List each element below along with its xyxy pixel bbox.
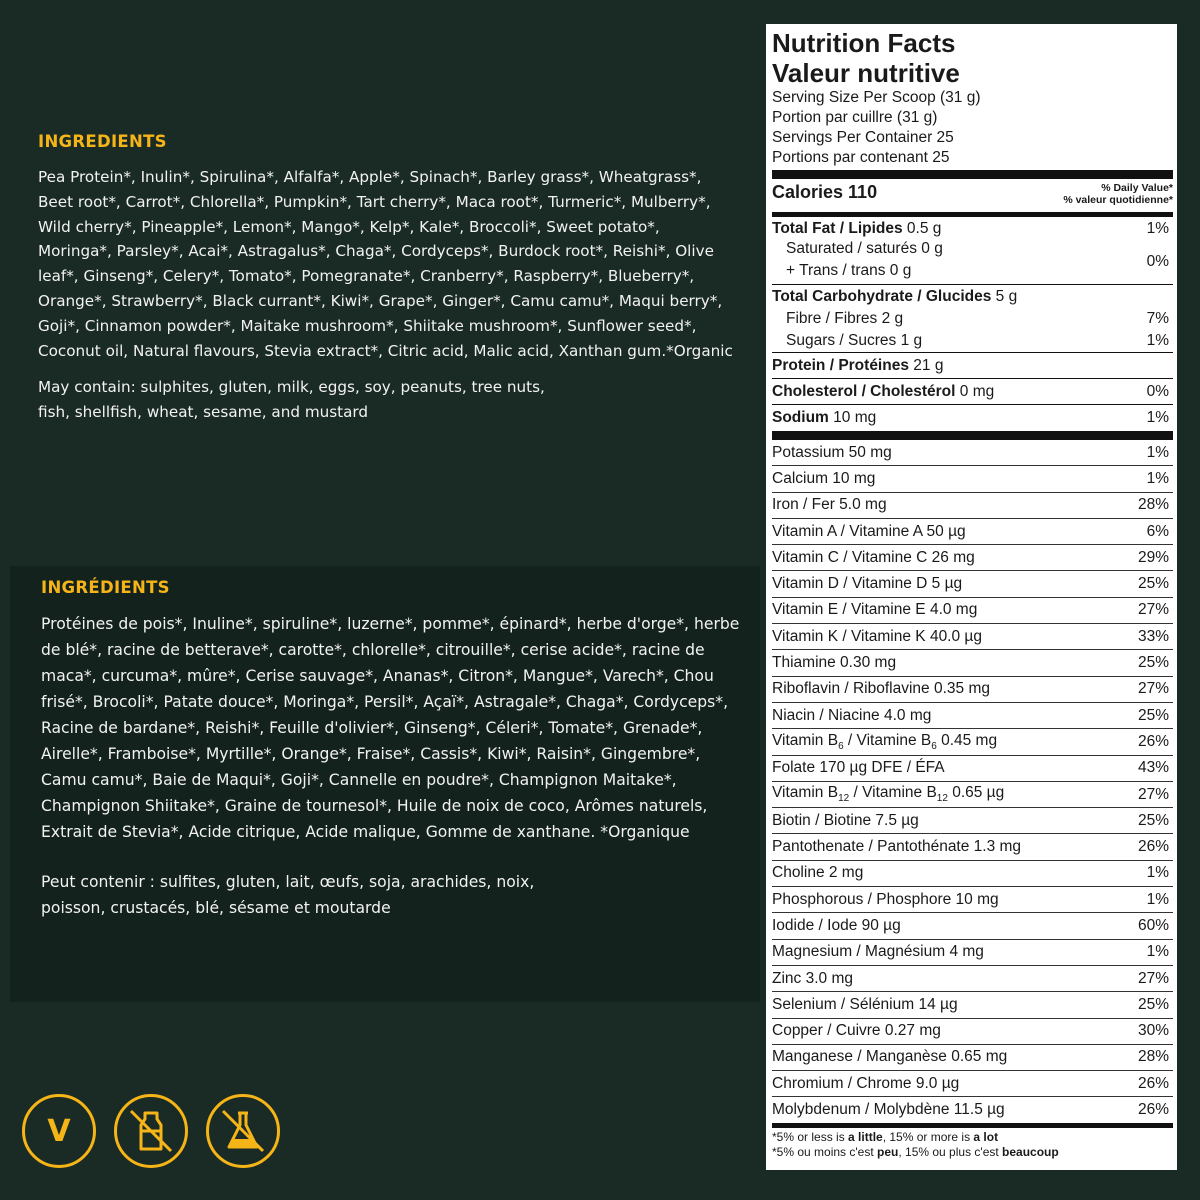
nutrient-pct: 1% — [1146, 443, 1169, 461]
protein-row — [772, 353, 1173, 378]
nutrient-pct: 1% — [1146, 864, 1169, 882]
nutrient-row — [772, 466, 1173, 492]
nutrient-label: Iodide / Iode 90 µg — [772, 916, 901, 934]
nutrient-label: Vitamin D / Vitamine D 5 µg — [772, 575, 963, 593]
ingredients-fr-text: Protéines de pois*, Inuline*, spiruline*, luzerne*, pomme*, épinard*, herbe d'orge*, herbe de blé*, racine de betterave*, carotte*, chlorelle*, citrouille*, cerise acide*, racine de maca*, curcuma*, mûre*, Cerise sauvage*, Ananas*, Citron*, Mangue*, Varech*, Chou frisé*, Brocoli*, Patate douce*, Moringa*, Persil*, Açaï*, Astragale*, Chaga*, Cordyceps*, Racine de bardane*, Reishi*, Feuille d'olivier*, Ginseng*, Céleri*, Tomate*, Grenade*, Airelle*, Framboise*, Myrtille*, Orange*, Fraise*, Cassis*, Kiwi*, Raisin*, Gingembre*, Camu camu*, Baie de Maqui*, Goji*, Cannelle en poudre*, Champignon Maitake*, Champignon Shiitake*, Graine de tournesol*, Huile de noix de coco, Arômes naturels, Extrait de Stevia*, Acide citrique, Acide malique, Gomme de xanthane. *Organique — [41, 615, 740, 841]
divider — [772, 431, 1173, 440]
saturated: Saturated / saturés 0 g — [786, 240, 943, 257]
nutrient-label: Selenium / Sélénium 14 µg — [772, 995, 958, 1013]
nutrient-row — [772, 913, 1173, 939]
divider — [772, 1123, 1173, 1128]
nutrient-pct: 1% — [1146, 890, 1169, 908]
sat-trans-group — [772, 240, 1173, 284]
nutrient-label: Vitamin $B_{12}$ / Vitamine $B_{12}$ 0.65 µg — [772, 784, 1005, 805]
daily-value-header — [1063, 182, 1173, 206]
cholesterol-row — [772, 379, 1173, 404]
nutrient-label: Riboflavin / Riboflavine 0.35 mg — [772, 680, 990, 698]
nutrition-facts-table — [766, 24, 1177, 1170]
nutrient-row — [772, 440, 1173, 466]
sugars-row — [772, 330, 1173, 352]
nutrient-pct: 29% — [1137, 548, 1169, 566]
serving-size-en: Serving Size Per Scoop (31 g) — [772, 89, 981, 106]
dv-en: % Daily Value* — [1101, 182, 1173, 194]
fibre-row — [772, 308, 1173, 330]
nutrient-label: Molybdenum / Molybdène 11.5 µg — [772, 1101, 1005, 1119]
carb-label: Total Carbohydrate / Glucides — [772, 287, 992, 305]
sodium-row — [772, 405, 1173, 430]
servings-fr: Portions par contenant 25 — [772, 149, 950, 166]
trans: + Trans / trans 0 g — [786, 262, 912, 279]
fibre: Fibre / Fibres 2 g — [786, 310, 904, 327]
footnote — [772, 1130, 1173, 1160]
nutrient-pct: 28% — [1137, 496, 1169, 514]
nutrient-label: Vitamin $B_6$ / Vitamine $B_6$ 0.45 mg — [772, 731, 998, 752]
nutrient-label: Copper / Cuivre 0.27 mg — [772, 1022, 941, 1040]
dv-fr: % valeur quotidienne* — [1063, 194, 1173, 206]
ingredients-en-text: Pea Protein*, Inulin*, Spirulina*, Alfalfa*, Apple*, Spinach*, Barley grass*, Wheatgrass*, Beet root*, Carrot*, Chlorella*, Pumpkin*, Tart cherry*, Maca root*, Turmeric*, Mulberry*, Wild cherry*, Pineapple*, Lemon*, Mango*, Kelp*, Kale*, Broccoli*, Sweet potato*, Moringa*, Parsley*, Acai*, Astragalus*, Chaga*, Cordyceps*, Burdock root*, Reishi*, Olive leaf*, Ginseng*, Celery*, Tomato*, Pomegranate*, Cranberry*, Raspberry*, Blueberry*, Orange*, Strawberry*, Black currant*, Kiwi*, Grape*, Ginger*, Camu camu*, Maqui berry*, Goji*, Cinnamon powder*, Maitake mushroom*, Shiitake mushroom*, Sunflower seed*, Coconut oil, Natural flavours, Stevia extract*, Citric acid, Malic acid, Xanthan gum.*Organic — [38, 168, 733, 360]
sat-pct: 0% — [1146, 253, 1169, 270]
nutrient-label: Calcium 10 mg — [772, 469, 876, 487]
nutrient-pct: 26% — [1137, 732, 1169, 750]
nutrient-pct: 26% — [1137, 838, 1169, 856]
nutrient-row — [772, 545, 1173, 571]
footnote-fr: *5% ou moins c'est peu, 15% ou plus c'est beaucoup — [772, 1144, 1059, 1159]
badge-icons — [22, 1094, 280, 1168]
protein-amount: 21 g — [913, 356, 944, 374]
nutrient-row — [772, 1097, 1173, 1122]
carb-amount: 5 g — [995, 287, 1018, 305]
no-dairy-icon — [114, 1094, 188, 1168]
ingredients-en-title: INGREDIENTS — [38, 132, 167, 151]
nutrient-label: Vitamin E / Vitamine E 4.0 mg — [772, 601, 978, 619]
nutrient-pct: 25% — [1137, 706, 1169, 724]
chol-amount: 0 mg — [959, 382, 995, 400]
nutrient-pct: 30% — [1137, 1022, 1169, 1040]
nutrient-row — [772, 861, 1173, 887]
ingredients-fr-title: INGRÉDIENTS — [41, 578, 170, 597]
sodium-pct: 1% — [1146, 408, 1169, 426]
servings-en: Servings Per Container 25 — [772, 129, 954, 146]
nutrient-label: Iron / Fer 5.0 mg — [772, 496, 887, 514]
footnote-en: *5% or less is a little, 15% or more is a lot — [772, 1129, 999, 1144]
nutrient-row — [772, 598, 1173, 624]
nutrient-row — [772, 519, 1173, 545]
nutrient-pct: 43% — [1137, 759, 1169, 777]
nf-title-fr: Valeur nutritive — [772, 58, 960, 88]
serving-size-fr: Portion par cuillre (31 g) — [772, 109, 938, 126]
nutrient-label: Vitamin A / Vitamine A 50 µg — [772, 522, 966, 540]
divider — [772, 170, 1173, 179]
sugars-pct: 1% — [1146, 332, 1169, 349]
nutrient-pct: 60% — [1137, 916, 1169, 934]
nutrient-row — [772, 940, 1173, 966]
nutrient-row — [772, 1045, 1173, 1071]
nutrient-row — [772, 1019, 1173, 1045]
nutrient-label: Choline 2 mg — [772, 864, 864, 882]
nutrient-label: Niacin / Niacine 4.0 mg — [772, 706, 932, 724]
sugars: Sugars / Sucres 1 g — [786, 332, 923, 349]
nutrient-row — [772, 834, 1173, 860]
nutrient-row — [772, 992, 1173, 1018]
nutrient-row — [772, 729, 1173, 755]
ingredients-en-section — [38, 132, 738, 425]
nutrient-row — [772, 650, 1173, 676]
nutrient-label: Manganese / Manganèse 0.65 mg — [772, 1048, 1008, 1066]
nutrient-row — [772, 782, 1173, 808]
nutrient-label: Zinc 3.0 mg — [772, 969, 853, 987]
nutrient-label: Vitamin K / Vitamine K 40.0 µg — [772, 627, 982, 645]
nutrient-row — [772, 493, 1173, 519]
chol-pct: 0% — [1146, 382, 1169, 400]
nutrient-label: Thiamine 0.30 mg — [772, 654, 897, 672]
nutrient-pct: 25% — [1137, 995, 1169, 1013]
nutrient-pct: 25% — [1137, 575, 1169, 593]
allergens-en-text: May contain: sulphites, gluten, milk, eggs, soy, peanuts, tree nuts, fish, shellfish, wheat, sesame, and mustard — [38, 378, 545, 422]
allergens-fr-text: Peut contenir : sulfites, gluten, lait, œufs, soja, arachides, noix, poisson, crustacés, blé, sésame et moutarde — [41, 873, 535, 917]
fat-amount: 0.5 g — [906, 219, 942, 237]
nutrient-label: Magnesium / Magnésium 4 mg — [772, 943, 984, 961]
nf-title-en: Nutrition Facts — [772, 28, 956, 58]
nutrient-pct: 25% — [1137, 654, 1169, 672]
nutrient-label: Pantothenate / Pantothénate 1.3 mg — [772, 838, 1022, 856]
no-chemicals-icon — [206, 1094, 280, 1168]
nutrient-label: Potassium 50 mg — [772, 443, 892, 461]
vegan-letter: V — [47, 1113, 71, 1149]
nutrient-row — [772, 808, 1173, 834]
nutrient-pct: 26% — [1137, 1101, 1169, 1119]
protein-label: Protein / Protéines — [772, 356, 909, 374]
calories-row — [772, 179, 1173, 212]
nutrient-pct: 33% — [1137, 627, 1169, 645]
nutrient-row — [772, 677, 1173, 703]
fibre-pct: 7% — [1146, 310, 1169, 327]
fat-row — [772, 217, 1173, 240]
nutrient-label: Biotin / Biotine 7.5 µg — [772, 811, 919, 829]
nutrient-label: Vitamin C / Vitamine C 26 mg — [772, 548, 975, 566]
nutrient-pct: 27% — [1137, 969, 1169, 987]
calories: Calories 110 — [772, 182, 878, 202]
nutrient-label: Phosphorous / Phosphore 10 mg — [772, 890, 999, 908]
chol-label: Cholesterol / Cholestérol — [772, 382, 956, 400]
vegan-icon — [22, 1094, 96, 1168]
nutrient-pct: 25% — [1137, 811, 1169, 829]
nutrient-pct: 6% — [1146, 522, 1169, 540]
fat-pct: 1% — [1146, 219, 1169, 237]
nutrient-row — [772, 887, 1173, 913]
nutrient-pct: 28% — [1137, 1048, 1169, 1066]
ingredients-fr-section — [41, 578, 746, 921]
nutrient-row — [772, 1071, 1173, 1097]
nutrient-pct: 27% — [1137, 601, 1169, 619]
nutrient-label: Folate 170 µg DFE / ÉFA — [772, 759, 945, 777]
sodium-label: Sodium — [772, 408, 829, 426]
nutrient-row — [772, 571, 1173, 597]
nutrient-pct: 1% — [1146, 943, 1169, 961]
nutrient-row — [772, 756, 1173, 782]
nutrient-pct: 26% — [1137, 1074, 1169, 1092]
carb-row — [772, 285, 1173, 308]
nutrient-row — [772, 703, 1173, 729]
vitamins-list — [772, 440, 1173, 1123]
nutrient-row — [772, 966, 1173, 992]
nutrient-pct: 27% — [1137, 680, 1169, 698]
nutrient-pct: 1% — [1146, 469, 1169, 487]
fat-label: Total Fat / Lipides — [772, 219, 903, 237]
nutrient-row — [772, 624, 1173, 650]
nutrient-label: Chromium / Chrome 9.0 µg — [772, 1074, 960, 1092]
sodium-amount: 10 mg — [833, 408, 877, 426]
nutrient-pct: 27% — [1137, 785, 1169, 803]
